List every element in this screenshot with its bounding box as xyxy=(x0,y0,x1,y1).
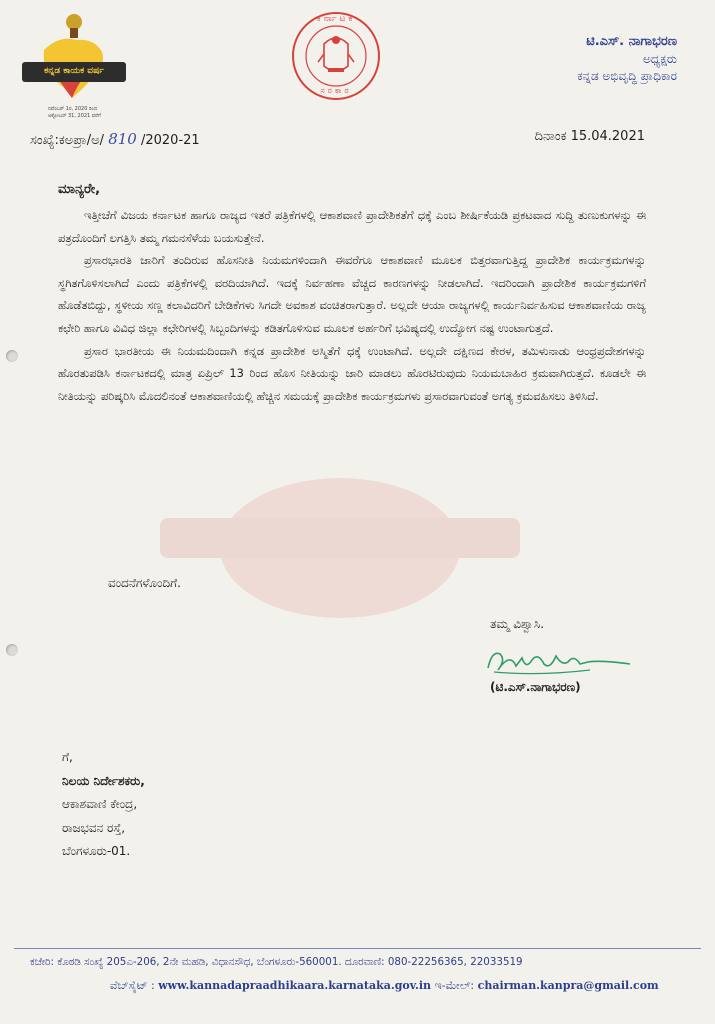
reference-number xyxy=(30,130,200,148)
sender-block xyxy=(577,34,677,84)
footer-contact xyxy=(110,979,715,993)
logo-caption-line1: ನವೆಂಬರ್ 1ರ, 2020 ರಿಂದ xyxy=(48,106,98,112)
reference-prefix: ಸಂಖ್ಯೆ:ಕಅಪ್ರಾ/ಅ/ xyxy=(30,133,105,148)
body-paragraph: ಇತ್ತೀಚೆಗೆ ವಿಜಯ ಕರ್ನಾಟಕ ಹಾಗೂ ರಾಜ್ಯದ ಇತರೆ ಪತ್ರಿಕೆಗಳಲ್ಲಿ ಆಕಾಶವಾಣಿ ಪ್ರಾದೇಶಿಕತೆಗೆ ಧಕ್ಕೆ ಎಂಬ ಶೀರ್ಷಿಕೆಯಡಿ ಪ್ರಕಟವಾದ ಸುದ್ದಿ ತುಣುಕುಗಳನ್ನು ಈ ಪತ್ರದೊಂದಿಗೆ ಲಗತ್ತಿಸಿ ತಮ್ಮ ಗಮನಸೆಳೆಯ ಬಯಸುತ್ತೇನೆ. xyxy=(58,208,646,245)
yours-faithfully: ತಮ್ಮ ವಿಶ್ವಾಸಿ. xyxy=(490,617,545,631)
addressee-block xyxy=(62,746,145,864)
sender-designation: ಅಧ್ಯಕ್ಷರು xyxy=(643,52,677,66)
signatory-name: (ಟಿ.ಎಸ್.ನಾಗಾಭರಣ) xyxy=(490,680,581,694)
letter-date: ದಿನಾಂಕ 15.04.2021 xyxy=(534,129,645,144)
email-link[interactable]: chairman.kanpra@gmail.com xyxy=(477,979,659,992)
reference-handwritten-number: 810 xyxy=(108,130,137,148)
email-label: ಇ-ಮೇಲ್: xyxy=(434,979,475,992)
reference-suffix: /2020-21 xyxy=(140,133,200,148)
logo-text: ಕನ್ನಡ ಕಾಯಕ ವರ್ಷ xyxy=(44,66,104,76)
punch-hole xyxy=(6,350,18,362)
seal-top-text: ಕರ್ನಾಟಕ xyxy=(316,14,356,24)
footer-divider xyxy=(14,948,701,949)
addressee-line: ಬೆಂಗಳೂರು-01. xyxy=(62,844,131,858)
website-label: ವೆಬ್‌ಸೈಟ್ : xyxy=(110,979,155,992)
addressee-to: ಗೆ, xyxy=(62,750,73,764)
addressee-line: ರಾಜಭವನ ರಸ್ತೆ, xyxy=(62,820,126,835)
handwritten-signature xyxy=(480,640,640,680)
kannada-kayaka-varsha-logo xyxy=(14,10,134,125)
body-paragraph: ಪ್ರಸಾರ ಭಾರತೀಯ ಈ ನಿಯಮದಿಂದಾಗಿ ಕನ್ನಡ ಪ್ರಾದೇಶಿಕ ಅಸ್ಮಿತೆಗೆ ಧಕ್ಕೆ ಉಂಟಾಗಿದೆ. ಅಲ್ಲದೇ ದಕ್ಷಿಣದ ಕೇರಳ, ತಮಿಳುನಾಡು ಆಂಧ್ರಪ್ರದೇಶಗಳನ್ನು ಹೊರತುಪಡಿಸಿ ಕರ್ನಾಟಕದಲ್ಲಿ ಮಾತ್ರ ಏಪ್ರಿಲ್ 13 ರಿಂದ ಹೊಸ ನೀತಿಯನ್ನು ಜಾರಿ ಮಾಡಲು ಹೊರಟಿರುವುದು ನಿಯಮಬಾಹಿರ ಕ್ರಮವಾಗಿರುತ್ತದೆ. ಕೂಡಲೇ ಈ ನೀತಿಯನ್ನು ಪರಿಷ್ಕರಿಸಿ ಮೊದಲಿನಂತೆ ಆಕಾಶವಾಣಿಯಲ್ಲಿ ಹೆಚ್ಚಿನ ಸಮಯಕ್ಕೆ ಪ್ರಾದೇಶಿಕ ಕಾರ್ಯಕ್ರಮಗಳು ಪ್ರಸಾರವಾಗುವಂತೆ ಅಗತ್ಯ ಕ್ರಮವಹಿಸಲು ತಿಳಿಸಿದೆ. xyxy=(58,343,646,403)
sender-name: ಟಿ.ಎಸ್. ನಾಗಾಭರಣ xyxy=(586,34,677,49)
letter-body xyxy=(58,204,646,407)
logo-caption-line2: ಅಕ್ಟೋಬರ್ 31, 2021 ವರೆಗೆ xyxy=(48,113,101,119)
closing-greeting: ವಂದನೆಗಳೊಂದಿಗೆ. xyxy=(108,576,181,590)
punch-hole xyxy=(6,644,18,656)
addressee-line: ಆಕಾಶವಾಣಿ ಕೇಂದ್ರ, xyxy=(62,797,138,811)
salutation: ಮಾನ್ಯರೇ, xyxy=(58,182,101,197)
footer-address: ಕಚೇರಿ: ಕೊಠಡಿ ಸಂಖ್ಯೆ 205ಎ-206, 2ನೇ ಮಹಡಿ, ವಿಧಾನಸೌಧ, ಬೆಂಗಳೂರು-560001. ದೂರವಾಣಿ: 080-22256365, 22033519 xyxy=(30,956,523,968)
addressee-line: ನಿಲಯ ನಿರ್ದೇಶಕರು, xyxy=(62,773,145,788)
sender-organization: ಕನ್ನಡ ಅಭಿವೃದ್ಧಿ ಪ್ರಾಧಿಕಾರ xyxy=(577,69,677,83)
government-seal xyxy=(290,10,382,102)
logo-watermark xyxy=(150,478,530,628)
seal-bottom-text: ಸರಕಾರ xyxy=(320,86,352,95)
website-link[interactable]: www.kannadapraadhikaara.karnataka.gov.in xyxy=(158,979,432,992)
body-paragraph: ಪ್ರಸಾರಭಾರತಿ ಜಾರಿಗೆ ತಂದಿರುವ ಹೊಸನೀತಿ ನಿಯಮಗಳಿಂದಾಗಿ ಈವರೆಗೂ ಆಕಾಶವಾಣಿ ಮೂಲಕ ಬಿತ್ತರವಾಗುತ್ತಿದ್ದ ಪ್ರಾದೇಶಿಕ ಕಾರ್ಯಕ್ರಮಗಳನ್ನು ಸ್ಥಗಿತಗೊಳಿಸಲಾಗಿದೆ ಎಂದು ಪತ್ರಿಕೆಗಳಲ್ಲಿ ವರದಿಯಾಗಿದೆ. ಇದಕ್ಕೆ ನಿರ್ವಹಣಾ ವೆಚ್ಚದ ಕಾರಣಗಳನ್ನು ನೀಡಲಾಗಿದೆ. ಇದರಿಂದಾಗಿ ಪ್ರಾದೇಶಿಕ ಕಾರ್ಯಕ್ರಮಗಳಿಗೆ ಹೊಡೆತಬಿದ್ದು, ಸ್ಥಳೀಯ ಸಣ್ಣ ಕಲಾವಿದರಿಗೆ ಬೇಡಿಕೆಗಳು ಸಿಗದೇ ಅವಕಾಶ ವಂಚಿತರಾಗುತ್ತಾರೆ. ಅಲ್ಲದೇ ಆಯಾ ರಾಜ್ಯಗಳಲ್ಲಿ ಕಾರ್ಯನಿರ್ವಹಿಸುವ ಆಕಾಶವಾಣಿಯ ರಾಜ್ಯ ಕಛೇರಿ ಹಾಗೂ ವಿವಿಧ ಜಿಲ್ಲಾ ಕಛೇರಿಗಳಲ್ಲಿ ಸಿಬ್ಬಂದಿಗಳನ್ನು ಕಡಿತಗೊಳಿಸುವ ಮೂಲಕ ಅರ್ಹರಿಗೆ ಭವಿಷ್ಯದಲ್ಲಿ ಉದ್ಯೋಗ ನಷ್ಟ ಉಂಟಾಗುತ್ತದೆ. xyxy=(58,253,646,335)
